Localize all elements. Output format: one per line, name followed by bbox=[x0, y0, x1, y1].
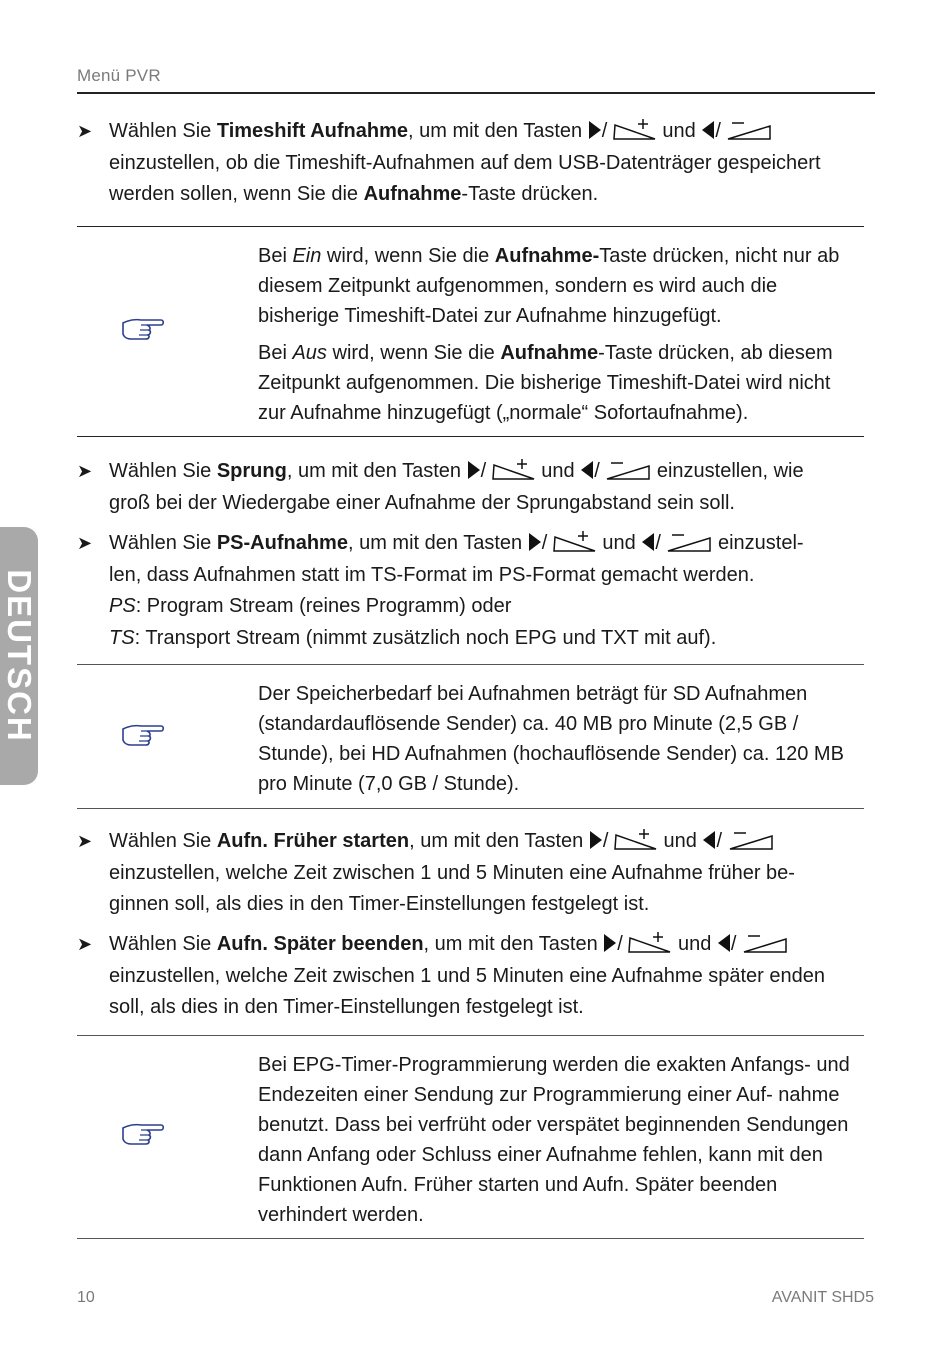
text: Bei EPG-Timer-Programmierung werden die exakten Anfangs- und Endezeiten einer Sendung zur Programmierung einer Auf- nahme benutzt. Dass bei verfrüht oder verspätet beginnenden Sendungen dann Anfang oder Schluss einer Aufnahme fehlen, kann mit den Funktionen Aufn. Früher starten und Aufn. Später beenden verhindert werden. bbox=[258, 1054, 850, 1226]
bullet-aufn-frueher-starten bbox=[77, 826, 875, 921]
pointing-hand-icon bbox=[121, 1122, 165, 1146]
volume-minus-key-icon bbox=[742, 931, 788, 953]
text: Aufnahme bbox=[363, 183, 462, 205]
right-arrow-key-icon bbox=[467, 460, 481, 480]
pointing-hand-icon bbox=[121, 317, 165, 341]
volume-plus-key-icon bbox=[553, 530, 597, 552]
left-arrow-key-icon bbox=[702, 830, 716, 850]
text: Bei bbox=[258, 342, 293, 364]
text: Bei bbox=[258, 245, 293, 267]
arrow-bullet-icon: ➤ bbox=[77, 934, 93, 954]
text: / bbox=[541, 532, 548, 554]
text: / bbox=[730, 933, 737, 955]
text: PS bbox=[109, 595, 136, 617]
arrow-bullet-icon: ➤ bbox=[77, 121, 93, 141]
volume-plus-key-icon bbox=[492, 458, 536, 480]
text: / bbox=[480, 460, 487, 482]
text: einzustel- bbox=[712, 532, 804, 554]
text: Wählen Sie bbox=[109, 532, 217, 554]
text: / bbox=[617, 933, 623, 955]
text: , um mit den Tasten bbox=[347, 532, 528, 554]
text: / bbox=[601, 120, 608, 142]
right-arrow-key-icon bbox=[528, 532, 542, 552]
text: und bbox=[602, 532, 636, 554]
setting-name: PS-Aufnahme bbox=[216, 532, 348, 554]
arrow-bullet-icon: ➤ bbox=[77, 831, 93, 851]
volume-minus-key-icon bbox=[605, 458, 651, 480]
text: / bbox=[602, 830, 609, 852]
text: -Taste drücken. bbox=[461, 183, 599, 205]
text: / bbox=[594, 460, 600, 482]
text: einzustellen, welche Zeit zwischen 1 und 5 Minuten eine Aufnahme früher be- bbox=[109, 861, 795, 884]
setting-name: Sprung bbox=[216, 460, 287, 482]
note-box-speicher bbox=[77, 664, 864, 809]
setting-name: Aufn. Früher starten bbox=[216, 830, 410, 852]
note-box-epg bbox=[77, 1035, 864, 1239]
note-box-timeshift bbox=[77, 226, 864, 437]
text: Ein bbox=[292, 245, 322, 267]
text: , um mit den Tasten bbox=[286, 460, 467, 482]
text: und bbox=[663, 830, 697, 852]
language-side-tab bbox=[0, 527, 38, 785]
text: und bbox=[677, 933, 712, 955]
text: Aufnahme bbox=[500, 342, 599, 364]
text: : Transport Stream (nimmt zusätzlich noch EPG und TXT mit auf). bbox=[134, 626, 717, 649]
text: und bbox=[662, 120, 696, 142]
text: / bbox=[716, 830, 722, 852]
text: werden sollen, wenn Sie die bbox=[109, 183, 364, 205]
right-arrow-key-icon bbox=[588, 120, 602, 140]
text: und bbox=[541, 460, 575, 482]
text: Wählen Sie bbox=[109, 933, 217, 955]
text: TS bbox=[109, 626, 135, 649]
text: Der Speicherbedarf bei Aufnahmen beträgt für SD Aufnahmen (standardauflösende Sender) ca. 40 MB pro Minute (2,5 GB / Stunde), bei HD Aufnahmen (hochauflösende Sender) ca. 120 MB pro Minute (7,0 GB / Stunde). bbox=[258, 683, 844, 795]
text: wird, wenn Sie die bbox=[326, 342, 501, 364]
language-label: DEUTSCH bbox=[1, 569, 39, 743]
product-name: AVANIT SHD5 bbox=[771, 1289, 874, 1306]
text: : Program Stream (reines Programm) oder bbox=[135, 595, 512, 617]
text: einzustellen, wie bbox=[651, 460, 804, 482]
text: Taste drücken, nicht nur ab diesem Zeitpunkt aufgenommen, sondern es wird auch die bisherige Timeshift-Datei zur Aufnahme hinzugefügt. bbox=[258, 245, 840, 327]
setting-name: Timeshift Aufnahme bbox=[216, 120, 408, 142]
left-arrow-key-icon bbox=[641, 532, 655, 552]
text: len, dass Aufnahmen statt im TS-Format im PS-Format gemacht werden. bbox=[109, 563, 755, 586]
left-arrow-key-icon bbox=[580, 460, 594, 480]
text: wird, wenn Sie die bbox=[321, 245, 495, 267]
volume-minus-key-icon bbox=[726, 118, 772, 140]
text: einzustellen, ob die Timeshift-Aufnahmen auf dem USB-Datenträger gespeichert bbox=[109, 151, 821, 174]
text: / bbox=[715, 120, 721, 142]
text: / bbox=[655, 532, 661, 554]
text: soll, als dies in den Timer-Einstellungen festgelegt ist. bbox=[109, 996, 584, 1018]
header-divider bbox=[77, 92, 875, 94]
text: Wählen Sie bbox=[109, 120, 217, 142]
setting-name: Aufn. Später beenden bbox=[216, 933, 424, 955]
text: Wählen Sie bbox=[109, 460, 217, 482]
right-arrow-key-icon bbox=[603, 933, 617, 953]
text: Aus bbox=[292, 342, 327, 364]
bullet-sprung bbox=[77, 456, 875, 519]
volume-plus-key-icon bbox=[628, 931, 672, 953]
volume-plus-key-icon bbox=[613, 118, 657, 140]
left-arrow-key-icon bbox=[717, 933, 731, 953]
text: Wählen Sie bbox=[109, 830, 217, 852]
arrow-bullet-icon: ➤ bbox=[77, 461, 93, 481]
arrow-bullet-icon: ➤ bbox=[77, 533, 93, 553]
pointing-hand-icon bbox=[121, 723, 165, 747]
text: Aufnahme- bbox=[494, 245, 600, 267]
text: -Taste drücken, ab diesem Zeitpunkt aufgenommen. Die bisherige Timeshift-Datei wird nicht zur Aufnahme hinzugefügt („normale“ Sofortaufnahme). bbox=[258, 342, 833, 424]
text: einzustellen, welche Zeit zwischen 1 und 5 Minuten eine Aufnahme später enden bbox=[109, 964, 826, 987]
bullet-aufn-spaeter-beenden bbox=[77, 929, 875, 1024]
text: , um mit den Tasten bbox=[409, 830, 589, 852]
left-arrow-key-icon bbox=[701, 120, 715, 140]
right-arrow-key-icon bbox=[589, 830, 603, 850]
volume-minus-key-icon bbox=[728, 828, 774, 850]
bullet-ps-aufnahme bbox=[77, 528, 875, 654]
text: , um mit den Tasten bbox=[407, 120, 588, 142]
text: ginnen soll, als dies in den Timer-Einstellungen festgelegt ist. bbox=[109, 893, 650, 915]
volume-minus-key-icon bbox=[666, 530, 712, 552]
page-number: 10 bbox=[77, 1289, 95, 1306]
text: , um mit den Tasten bbox=[423, 933, 604, 955]
volume-plus-key-icon bbox=[614, 828, 658, 850]
page-header-section: Menü PVR bbox=[77, 66, 161, 85]
bullet-timeshift bbox=[77, 116, 875, 211]
text: groß bei der Wiedergabe einer Aufnahme der Sprungabstand sein soll. bbox=[109, 491, 735, 514]
